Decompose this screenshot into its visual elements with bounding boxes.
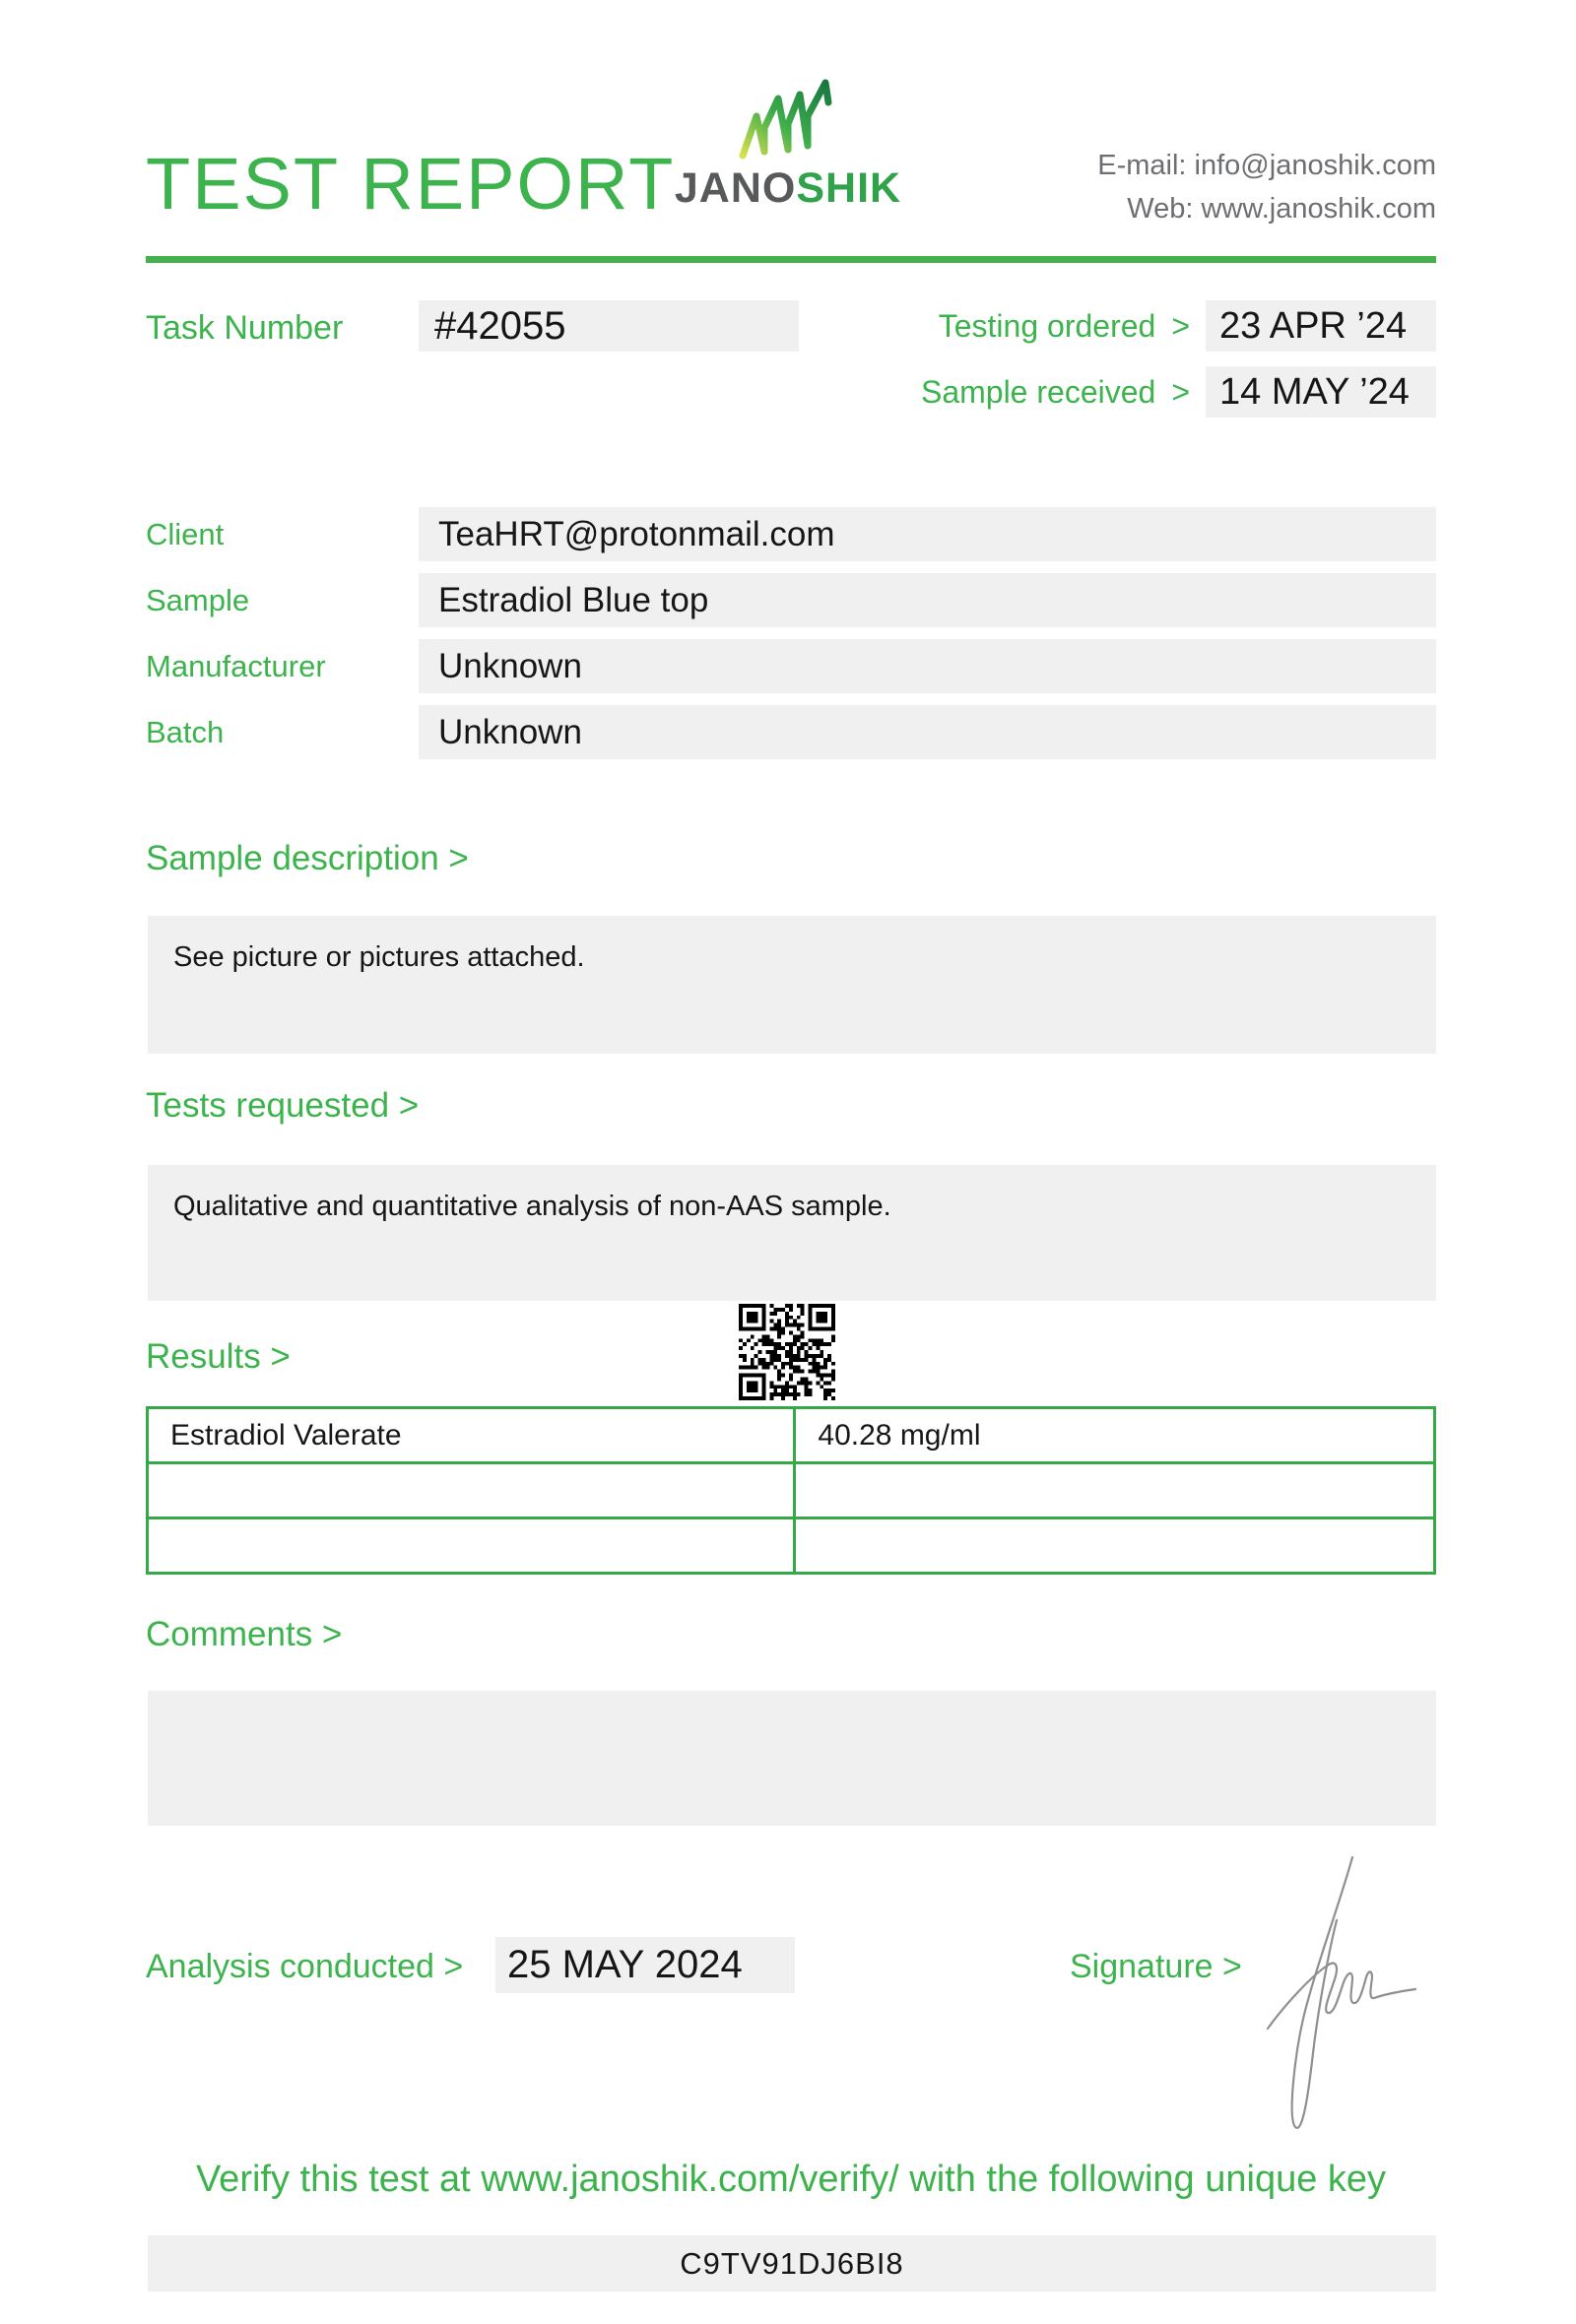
- results-heading: Results >: [146, 1337, 291, 1376]
- tests-requested-box: Qualitative and quantitative analysis of non-AAS sample.: [148, 1165, 1436, 1301]
- signature-label: Signature >: [1070, 1948, 1242, 1985]
- contact-info: [1097, 144, 1436, 230]
- result-value: 40.28 mg/ml: [795, 1408, 1435, 1463]
- tests-requested-heading: Tests requested >: [146, 1086, 420, 1125]
- batch-label: Batch: [146, 714, 225, 749]
- logo-text-shik: SHIK: [796, 164, 902, 212]
- manufacturer-row: [146, 639, 1436, 693]
- result-analyte: [148, 1518, 795, 1574]
- result-analyte: Estradiol Valerate: [148, 1408, 795, 1463]
- sample-description-heading: Sample description >: [146, 839, 469, 877]
- analysis-conducted-value: 25 MAY 2024: [495, 1937, 795, 1993]
- sample-value: Estradiol Blue top: [419, 573, 1436, 627]
- comments-heading: Comments >: [146, 1615, 343, 1653]
- chart-growth-icon: [737, 77, 839, 163]
- comments-box: [148, 1691, 1436, 1826]
- client-value: TeaHRT@protonmail.com: [419, 507, 1436, 561]
- page-title: TEST REPORT: [146, 143, 676, 225]
- analysis-conducted-label: Analysis conducted >: [146, 1948, 464, 1985]
- manufacturer-value: Unknown: [419, 639, 1436, 693]
- contact-email: E-mail: info@janoshik.com: [1097, 150, 1436, 181]
- result-value: [795, 1518, 1435, 1574]
- testing-ordered-label: Testing ordered: [938, 307, 1156, 344]
- sample-row: [146, 573, 1436, 627]
- results-table: [146, 1406, 1436, 1575]
- batch-value: Unknown: [419, 705, 1436, 759]
- client-label: Client: [146, 516, 225, 551]
- table-row: [148, 1463, 1435, 1518]
- batch-row: [146, 705, 1436, 759]
- testing-ordered-value: 23 APR ’24: [1206, 300, 1436, 352]
- contact-web: Web: www.janoshik.com: [1127, 193, 1436, 225]
- header-divider: [146, 256, 1436, 263]
- sample-received-value: 14 MAY ’24: [1206, 366, 1436, 418]
- testing-ordered-arrow: >: [1171, 307, 1190, 344]
- result-value: [795, 1463, 1435, 1518]
- manufacturer-label: Manufacturer: [146, 648, 326, 683]
- table-row: [148, 1408, 1435, 1463]
- logo-wordmark: [645, 164, 931, 212]
- client-row: [146, 507, 1436, 561]
- unique-key-value: C9TV91DJ6BI8: [148, 2235, 1436, 2292]
- logo-text-jano: JANO: [674, 164, 797, 212]
- janoshik-logo: [645, 77, 931, 210]
- result-analyte: [148, 1463, 795, 1518]
- task-number-value: #42055: [419, 300, 799, 352]
- sample-received-arrow: >: [1171, 373, 1190, 410]
- qr-code: [739, 1304, 835, 1400]
- sample-label: Sample: [146, 582, 250, 617]
- table-row: [148, 1518, 1435, 1574]
- task-number-label: Task Number: [146, 309, 344, 347]
- sample-received-row: [921, 366, 1436, 418]
- sample-received-label: Sample received: [920, 373, 1156, 410]
- signature-image: [1266, 1851, 1428, 2147]
- verify-text: Verify this test at www.janoshik.com/verify/ with the following unique key: [195, 2159, 1387, 2200]
- sample-description-box: See picture or pictures attached.: [148, 916, 1436, 1054]
- testing-ordered-row: [939, 300, 1436, 352]
